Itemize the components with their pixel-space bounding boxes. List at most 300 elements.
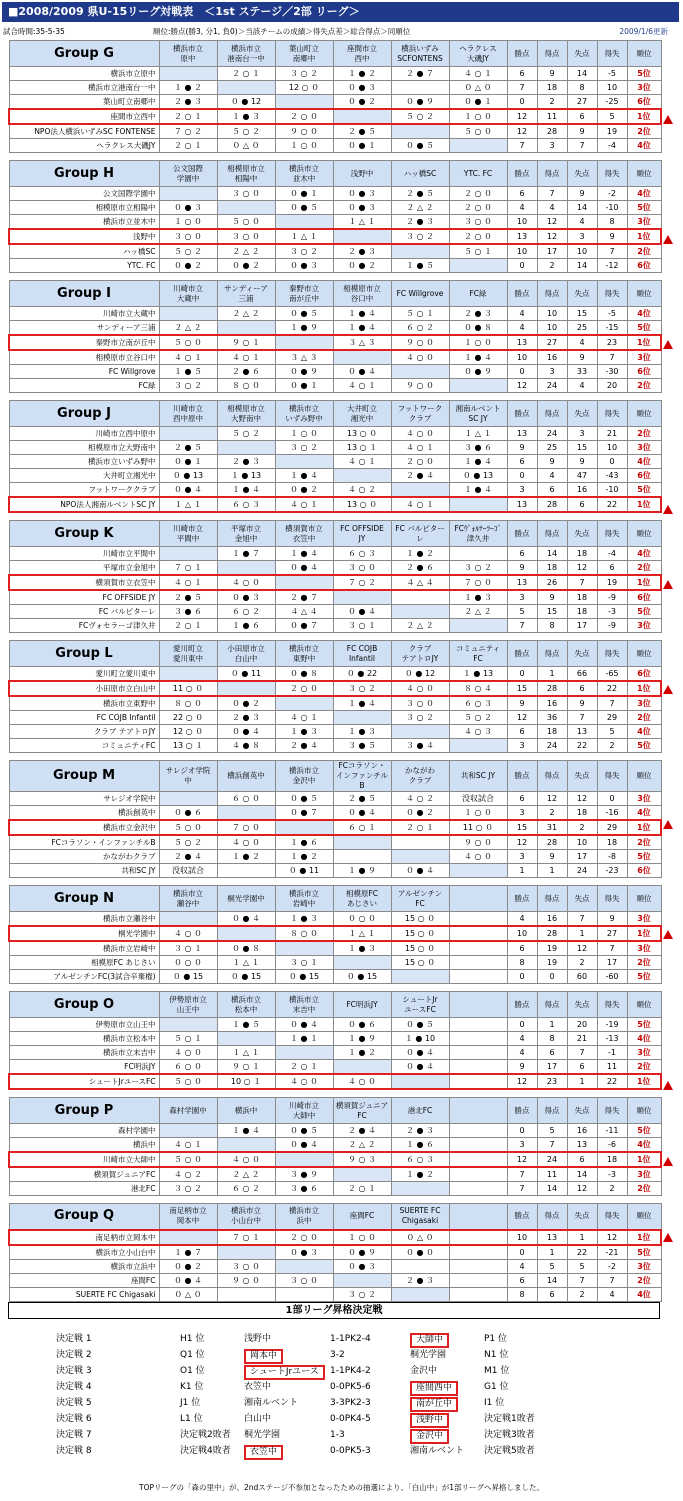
stat-rank: 2位	[627, 1060, 661, 1075]
self-cell	[391, 365, 449, 379]
group-name: Group J	[9, 401, 159, 427]
playoff-score: 1-3	[330, 1430, 345, 1440]
stat-gf: 10	[537, 307, 567, 321]
stat-pts: 13	[507, 335, 537, 350]
stat-pts: 4	[507, 912, 537, 927]
result-cell: ３ ○ １	[333, 619, 391, 633]
stat-pts: 12	[507, 379, 537, 393]
result-cell: ０ ● ２	[159, 1259, 217, 1273]
stat-pts: 0	[507, 469, 537, 483]
stat-gd: 7	[597, 1273, 627, 1287]
team-row	[9, 1273, 661, 1287]
group-table	[8, 1203, 662, 1302]
team-row	[9, 1046, 661, 1060]
self-cell	[391, 725, 449, 739]
opponent-header: 桐光学園中	[217, 886, 275, 912]
result-cell: ５ ○ ２	[217, 427, 275, 441]
stat-pts: 8	[507, 956, 537, 970]
result-cell: ５ ○ ０	[159, 820, 217, 835]
result-cell: １ ● ４	[275, 547, 333, 561]
stat-gf: 19	[537, 956, 567, 970]
team-name: 相模原市立相陽中	[9, 201, 159, 215]
stat-ga: 7	[567, 1273, 597, 1287]
team-row	[9, 725, 661, 739]
result-cell: ３ ○ １	[275, 956, 333, 970]
result-cell: ０ ● 11	[217, 667, 275, 682]
result-cell: ３ ○ ２	[391, 229, 449, 244]
result-cell: ０ ● ７	[275, 806, 333, 821]
opponent-header	[449, 886, 507, 912]
result-cell: ０ ● ３	[275, 259, 333, 273]
result-cell: ２ ● ３	[333, 244, 391, 259]
team-row	[9, 379, 661, 393]
result-cell: ０ ● ２	[217, 259, 275, 273]
stat-ga: 6	[567, 681, 597, 696]
team-row	[9, 1182, 661, 1196]
team-name: 横浜市立小山台中	[9, 1245, 159, 1260]
team-row	[9, 941, 661, 956]
stat-pts: 0	[507, 1124, 537, 1138]
result-cell: 15 ○ ０	[391, 941, 449, 956]
stat-gd: 19	[597, 124, 627, 139]
opponent-header: 座間市立 西中	[333, 41, 391, 67]
stat-rank: 4位	[627, 1032, 661, 1046]
result-cell: ３ ○ ０	[159, 229, 217, 244]
result-cell: ２ ● ３	[391, 215, 449, 230]
opponent-header: 横浜市立 東野中	[275, 641, 333, 667]
opponent-header: 相模原FC あじさい	[333, 886, 391, 912]
team-name: 相模原市立谷口中	[9, 350, 159, 365]
stat-rank: 1位	[627, 1152, 661, 1167]
result-cell: ０ ● ４	[159, 1273, 217, 1287]
result-cell: ５ ○ ０	[449, 124, 507, 139]
team-row	[9, 109, 661, 124]
group-name: Group H	[9, 161, 159, 187]
group-table	[8, 1097, 662, 1196]
stat-gf: 17	[537, 244, 567, 259]
stat-rank: 5位	[627, 739, 661, 753]
stat-ga: 16	[567, 483, 597, 498]
result-cell: ３ ○ ０	[333, 561, 391, 576]
result-cell: ４ ○ １	[159, 350, 217, 365]
team-row	[9, 259, 661, 273]
opponent-header: FC Willgrove	[391, 281, 449, 307]
stat-ga: 12	[567, 561, 597, 576]
stat-header: 得点	[537, 521, 567, 547]
result-cell	[449, 941, 507, 956]
stat-pts: 12	[507, 711, 537, 725]
opponent-header: かながわ クラブ	[391, 761, 449, 792]
result-cell: ０ ● ５	[275, 1124, 333, 1138]
stat-ga: 9	[567, 187, 597, 201]
team-row	[9, 970, 661, 984]
stat-ga: 17	[567, 619, 597, 633]
result-cell: ３ ○ ２	[333, 681, 391, 696]
stat-gd: -25	[597, 95, 627, 110]
result-cell: 11 ○ ０	[449, 820, 507, 835]
result-cell: ２ ● ５	[159, 590, 217, 605]
team-row	[9, 307, 661, 321]
stat-gf: 5	[537, 1124, 567, 1138]
stat-gd: 22	[597, 1074, 627, 1089]
team-name: サレジオ学院中	[9, 792, 159, 806]
result-cell: ４ ○ １	[391, 441, 449, 455]
stat-rank: 6位	[627, 259, 661, 273]
stat-gf: 11	[537, 109, 567, 124]
self-cell	[333, 469, 391, 483]
result-cell: １ ○ ０	[275, 139, 333, 153]
stat-gd: 18	[597, 1152, 627, 1167]
result-cell: １ △ １	[333, 926, 391, 941]
stat-pts: 6	[507, 725, 537, 739]
page-title: ■2008/2009 県U-15リーグ対戦表 ＜1st ステージ／2部 リーグ＞	[2, 2, 679, 22]
team-name: シュートJrユースFC	[9, 1074, 159, 1089]
stat-gf: 1	[537, 1018, 567, 1032]
stat-gf: 12	[537, 792, 567, 806]
result-cell: ０ ● 11	[275, 864, 333, 878]
result-cell: ０ ● 13	[159, 469, 217, 483]
playoff-row	[8, 1444, 660, 1459]
stat-header: 得点	[537, 992, 567, 1018]
result-cell: ２ ○ ０	[449, 229, 507, 244]
right-seed: 決定戦3敗者	[484, 1430, 535, 1440]
team-name: サンディーア三浦	[9, 321, 159, 336]
team-name: かながわクラブ	[9, 850, 159, 864]
result-cell: ０ ● ４	[333, 605, 391, 619]
stat-ga: 15	[567, 307, 597, 321]
stat-gf: 9	[537, 455, 567, 469]
team-row	[9, 427, 661, 441]
self-cell	[275, 95, 333, 110]
playoff-row	[8, 1380, 660, 1395]
right-team: 浅野中	[410, 1413, 449, 1428]
result-cell: ０ ● ４	[391, 1060, 449, 1075]
team-name: 川崎市立大蔵中	[9, 307, 159, 321]
stat-header: 順位	[627, 1098, 661, 1124]
stat-pts: 4	[507, 1032, 537, 1046]
self-cell	[333, 109, 391, 124]
stat-ga: 6	[567, 497, 597, 512]
stat-ga: 3	[567, 427, 597, 441]
team-row	[9, 575, 661, 590]
stat-rank: 3位	[627, 81, 661, 95]
result-cell	[275, 1287, 333, 1301]
result-cell: 12 ○ ０	[159, 725, 217, 739]
opponent-header: 港北FC	[391, 1098, 449, 1124]
stat-rank: 5位	[627, 1124, 661, 1138]
group-block	[8, 520, 673, 633]
stat-ga: 14	[567, 67, 597, 81]
team-row	[9, 1060, 661, 1075]
team-name: 横浜市立金沢中	[9, 820, 159, 835]
result-cell: ３ ● ４	[391, 739, 449, 753]
opponent-header: 平塚市立 金旭中	[217, 521, 275, 547]
stat-gf: 19	[537, 941, 567, 956]
result-cell	[391, 835, 449, 850]
result-cell: ０ ● ８	[449, 321, 507, 336]
result-cell: １ △ １	[159, 497, 217, 512]
stat-gd: -1	[597, 1046, 627, 1060]
result-cell: ５ ○ ２	[159, 244, 217, 259]
playoff-label: 決定戦 4	[56, 1382, 92, 1392]
team-name: 横須賀市立衣笠中	[9, 575, 159, 590]
team-row	[9, 139, 661, 153]
stat-gd: -5	[597, 67, 627, 81]
stat-rank: 3位	[627, 441, 661, 455]
result-cell: ３ ○ ０	[391, 696, 449, 711]
stat-header: 勝点	[507, 992, 537, 1018]
self-cell	[159, 67, 217, 81]
opponent-header: 横浜市立 金沢中	[275, 761, 333, 792]
result-cell: ０ ● １	[275, 379, 333, 393]
right-seed: N1 位	[484, 1350, 509, 1360]
result-cell: ４ △ ４	[275, 605, 333, 619]
stat-pts: 13	[507, 497, 537, 512]
team-name: クラブ テアトロJY	[9, 725, 159, 739]
left-team: 衣笠中	[244, 1445, 283, 1460]
stat-header: 勝点	[507, 41, 537, 67]
left-seed: K1 位	[180, 1382, 204, 1392]
stat-gf: 4	[537, 201, 567, 215]
result-cell: ２ ● ３	[217, 455, 275, 469]
result-cell: ２ ● ７	[275, 590, 333, 605]
stat-header: 得失	[597, 641, 627, 667]
stat-rank: 2位	[627, 427, 661, 441]
team-row	[9, 483, 661, 498]
result-cell: ９ ○ ０	[275, 124, 333, 139]
stat-rank: 3位	[627, 350, 661, 365]
stat-rank: 3位	[627, 792, 661, 806]
team-name: 川崎市立大師中	[9, 1152, 159, 1167]
stat-header: 失点	[567, 992, 597, 1018]
self-cell	[159, 547, 217, 561]
result-cell: ０ ● ６	[159, 806, 217, 821]
result-cell: ２ ○ １	[333, 1182, 391, 1196]
result-cell: ６ ○ ２	[217, 1182, 275, 1196]
result-cell: ９ ○ ０	[217, 1273, 275, 1287]
team-row	[9, 864, 661, 878]
result-cell: ０ ● １	[275, 187, 333, 201]
team-name: 愛川町立愛川東中	[9, 667, 159, 682]
self-cell	[391, 605, 449, 619]
stat-gd: -43	[597, 469, 627, 483]
stat-header: 得点	[537, 1204, 567, 1230]
self-cell	[391, 970, 449, 984]
stat-gd: 7	[597, 941, 627, 956]
group-block	[8, 640, 673, 753]
group-name: Group I	[9, 281, 159, 307]
result-cell: ０ ● ９	[449, 365, 507, 379]
stat-gd: -4	[597, 547, 627, 561]
result-cell: ４ ○ ２	[333, 483, 391, 498]
stat-rank: 5位	[627, 970, 661, 984]
left-seed: 決定戦2敗者	[180, 1430, 231, 1440]
stat-gd: -3	[597, 1167, 627, 1182]
opponent-header: 湘南ルベント SC JY	[449, 401, 507, 427]
team-row	[9, 455, 661, 469]
left-seed: L1 位	[180, 1414, 203, 1424]
self-cell	[275, 1046, 333, 1060]
result-cell: ０ ● ４	[333, 365, 391, 379]
result-cell: ２ ○ ０	[391, 455, 449, 469]
stat-header: 失点	[567, 281, 597, 307]
stat-pts: 6	[507, 547, 537, 561]
result-cell: １ ● ５	[391, 259, 449, 273]
result-cell: 10 ○ １	[217, 1074, 275, 1089]
right-team: 座間西中	[410, 1381, 458, 1396]
result-cell: １ ● ２	[391, 1167, 449, 1182]
right-team: 南が丘中	[410, 1397, 458, 1412]
result-cell: ２ ○ １	[391, 820, 449, 835]
stat-header: 勝点	[507, 641, 537, 667]
stat-gf: 4	[537, 469, 567, 483]
footnote: TOPリーグの「森の里中」が、2ndステージ不参加となったための抽選により、「白山中」が1部リーグへ昇格しました。	[138, 1483, 544, 1492]
stat-header: 勝点	[507, 1098, 537, 1124]
stat-gf: 23	[537, 1074, 567, 1089]
stat-rank: 3位	[627, 1259, 661, 1273]
team-row	[9, 1032, 661, 1046]
stat-gf: 9	[537, 67, 567, 81]
self-cell	[275, 335, 333, 350]
result-cell: １ △ １	[217, 1046, 275, 1060]
self-cell	[391, 850, 449, 864]
opponent-header: 公文国際 学園中	[159, 161, 217, 187]
team-row	[9, 696, 661, 711]
stat-gf: 9	[537, 850, 567, 864]
stat-gd: -3	[597, 605, 627, 619]
qualified-marker-icon	[663, 580, 673, 589]
result-cell: ４ ○ ０	[159, 1046, 217, 1060]
opponent-header: アルゼンチン FC	[391, 886, 449, 912]
playoff-label: 決定戦 2	[56, 1350, 92, 1360]
stat-header: 得失	[597, 1204, 627, 1230]
result-cell: 15 ○ ０	[391, 912, 449, 927]
result-cell: ３ ● ５	[333, 739, 391, 753]
stat-rank: 4位	[627, 1138, 661, 1153]
team-name: 横浜市立末吉中	[9, 1046, 159, 1060]
stat-gd: 17	[597, 956, 627, 970]
result-cell: ０ ● ２	[333, 259, 391, 273]
team-row	[9, 739, 661, 753]
stat-rank: 4位	[627, 187, 661, 201]
stat-pts: 3	[507, 1138, 537, 1153]
team-name: 公文国際学園中	[9, 187, 159, 201]
result-cell: ６ ○ ３	[333, 547, 391, 561]
stat-rank: 1位	[627, 820, 661, 835]
opponent-header: 浅野中	[333, 161, 391, 187]
result-cell: ０ ● ３	[217, 590, 275, 605]
stat-rank: 6位	[627, 95, 661, 110]
self-cell	[275, 455, 333, 469]
result-cell: １ ○ ０	[449, 109, 507, 124]
result-cell: １ ● ６	[391, 1138, 449, 1153]
group-block	[8, 1097, 673, 1196]
result-cell: １ ○ ０	[449, 806, 507, 821]
result-cell: １ ● ４	[449, 455, 507, 469]
right-team: 金沢中	[410, 1429, 449, 1444]
stat-gd: 10	[597, 441, 627, 455]
group-table	[8, 760, 662, 878]
result-cell: ４ ○ ０	[333, 1074, 391, 1089]
stat-ga: 47	[567, 469, 597, 483]
result-cell: ４ ○ ２	[391, 792, 449, 806]
stat-gf: 18	[537, 81, 567, 95]
result-cell	[217, 864, 275, 878]
result-cell: １ ● ４	[333, 696, 391, 711]
stat-rank: 2位	[627, 124, 661, 139]
team-row	[9, 547, 661, 561]
opponent-header: 座間FC	[333, 1204, 391, 1230]
playoff-row	[8, 1348, 660, 1363]
stat-ga: 18	[567, 590, 597, 605]
opponent-header: ハッ橋SC	[391, 161, 449, 187]
result-cell: １ ● ４	[333, 321, 391, 336]
team-name: 川崎市立西中原中	[9, 427, 159, 441]
self-cell	[159, 427, 217, 441]
opponent-header: FCｳﾞｫﾙﾃｰﾗｰｺﾞ 津久井	[449, 521, 507, 547]
self-cell	[275, 215, 333, 230]
stat-gd: -6	[597, 1138, 627, 1153]
stat-gd: -9	[597, 590, 627, 605]
opponent-header: 横浜市立 浜中	[275, 1204, 333, 1230]
stat-pts: 6	[507, 941, 537, 956]
stat-rank: 1位	[627, 1074, 661, 1089]
stat-header: 失点	[567, 641, 597, 667]
result-cell: ２ ● ３	[449, 307, 507, 321]
stat-gf: 16	[537, 912, 567, 927]
stat-gf: 12	[537, 229, 567, 244]
stat-gf: 24	[537, 1152, 567, 1167]
stat-rank: 3位	[627, 941, 661, 956]
team-name: 伊勢原市立山王中	[9, 1018, 159, 1032]
self-cell	[333, 350, 391, 365]
result-cell: ３ △ ３	[275, 350, 333, 365]
result-cell: ０ ● ４	[159, 483, 217, 498]
stat-ga: 12	[567, 792, 597, 806]
result-cell: ０ ● 15	[275, 970, 333, 984]
qualified-marker-icon	[663, 340, 673, 349]
result-cell: ０ ● ４	[217, 725, 275, 739]
stat-rank: 1位	[627, 109, 661, 124]
stat-pts: 7	[507, 81, 537, 95]
result-cell: １ ○ ０	[333, 1230, 391, 1245]
result-cell: ９ ○ １	[217, 335, 275, 350]
result-cell: ３ ○ ２	[333, 1287, 391, 1301]
stat-gf: 3	[537, 365, 567, 379]
result-cell: 15 ○ ０	[391, 926, 449, 941]
stat-gd: -2	[597, 187, 627, 201]
left-team: 衣笠中	[244, 1382, 272, 1392]
stat-pts: 6	[507, 67, 537, 81]
stat-rank: 1位	[627, 575, 661, 590]
stat-header: 失点	[567, 401, 597, 427]
stat-rank: 4位	[627, 139, 661, 153]
stat-pts: 9	[507, 441, 537, 455]
result-cell: ４ ○ １	[449, 67, 507, 81]
result-cell: ７ ○ ２	[159, 124, 217, 139]
opponent-header: 川崎市立 西中原中	[159, 401, 217, 427]
team-name: 大井町立湘光中	[9, 469, 159, 483]
result-cell: ２ ● ５	[391, 187, 449, 201]
result-cell: ４ ○ ０	[449, 850, 507, 864]
stat-ga: 22	[567, 739, 597, 753]
opponent-header	[449, 1098, 507, 1124]
stat-gf: 28	[537, 124, 567, 139]
stat-gd: 10	[597, 81, 627, 95]
stat-gf: 28	[537, 681, 567, 696]
stat-header: 勝点	[507, 761, 537, 792]
stat-gd: 22	[597, 681, 627, 696]
